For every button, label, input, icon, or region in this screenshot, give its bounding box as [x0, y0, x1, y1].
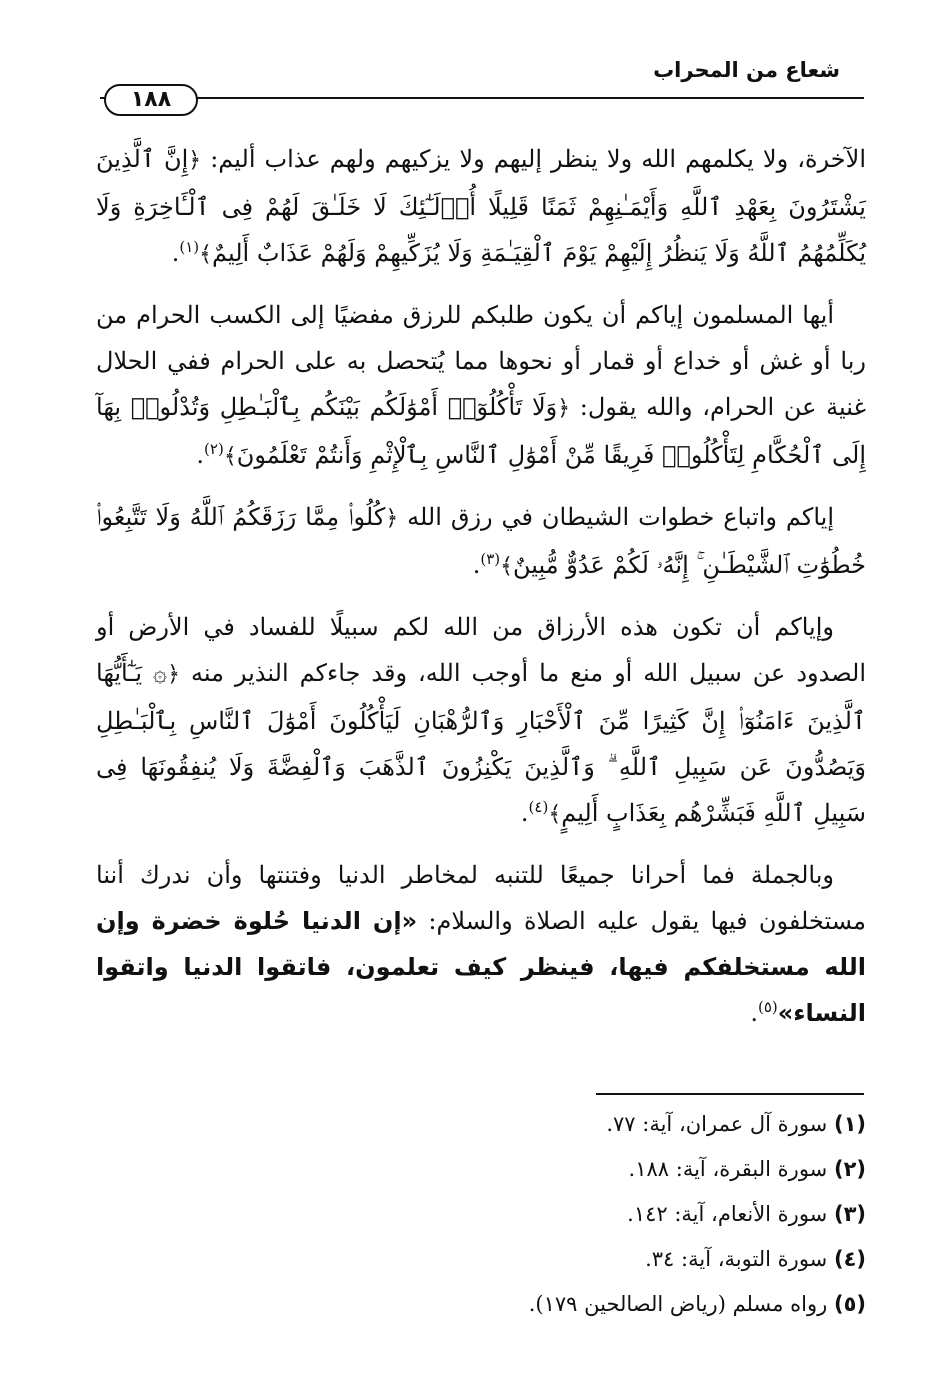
- quran-verse: وَلَا تَأْكُلُوٓا۟ أَمْوَٰلَكُم بَيْنَكُم بِٱلْبَـٰطِلِ وَتُدْلُوا۟ بِهَآ إِلَى ٱلْحُكَّامِ لِتَأْكُلُوا۟ فَرِيقًا مِّنْ أَمْوَٰلِ ٱلنَّاسِ بِٱلْإِثْمِ وَأَنتُمْ تَعْلَمُونَ: [96, 393, 866, 469]
- ornate-bracket-close: ﴾: [548, 802, 562, 827]
- sentence-end: .: [472, 551, 481, 579]
- page-number: ١٨٨: [104, 84, 198, 116]
- footnote-text: سورة التوبة، آية: ٣٤.: [645, 1247, 834, 1271]
- quran-verse: كُلُوا۟ مِمَّا رَزَقَكُمُ ٱللَّهُ وَلَا تَتَّبِعُوا۟ خُطُوَٰتِ ٱلشَّيْطَـٰنِ ۚ إِنَّهُۥ لَكُمْ عَدُوٌّ مُّبِينٌ: [96, 503, 866, 579]
- footnote-number: (٥): [833, 1292, 866, 1316]
- footnote-item: [166, 1286, 866, 1322]
- footnote-number: (٤): [833, 1247, 866, 1271]
- footnote-item: [166, 1106, 866, 1142]
- footnote-ref: (٢): [204, 440, 224, 458]
- ornate-bracket-close: ﴾: [199, 242, 213, 267]
- ornate-bracket-close: ﴾: [223, 444, 237, 469]
- ornate-bracket-close: ﴾: [500, 554, 514, 579]
- footnote-ref: (١): [179, 238, 200, 256]
- paragraph-text: وإياكم أن تكون هذه الأرزاق من الله لكم سبيلًا للفساد في الأرض أو الصدود عن سبيل الله أو منع ما أوجب الله، وقد جاءكم النذير منه: [96, 613, 866, 687]
- ornate-bracket-open: ﴿: [188, 148, 202, 173]
- paragraph-text: الآخرة، ولا يكلمهم الله ولا ينظر إليهم ولا يزكيهم ولهم عذاب أليم:: [201, 145, 866, 173]
- footnote-item: [166, 1196, 866, 1232]
- paragraph-2: [96, 292, 866, 480]
- footnotes: [166, 1106, 866, 1331]
- footnote-number: (٣): [833, 1202, 866, 1226]
- paragraph-3: [96, 494, 866, 590]
- paragraph-text: إياكم واتباع خطوات الشيطان في رزق الله: [398, 503, 834, 531]
- sentence-end: .: [171, 239, 180, 267]
- footnote-ref: (٣): [480, 550, 501, 568]
- paragraph-text: أيها المسلمون إياكم أن يكون طلبكم للرزق مفضيًا إلى الكسب الحرام من ربا أو غش أو خداع أو قمار أو نحوها مما يُتحصل به على الحرام ففي الحلال غنية عن الحرام، والله يقول:: [96, 301, 866, 421]
- footnote-text: سورة البقرة، آية: ١٨٨.: [628, 1157, 834, 1181]
- hadith-quote: «إن الدنيا حُلوة خضرة وإن الله مستخلفكم فيها، فينظر كيف تعلمون، فاتقوا الدنيا واتقوا النساء»: [96, 907, 866, 1027]
- footnote-item: [166, 1151, 866, 1187]
- main-text: [96, 136, 866, 1050]
- footnote-rule: [596, 1093, 864, 1095]
- header-rule: [100, 97, 864, 99]
- paragraph-1: [96, 136, 866, 278]
- quran-verse: إِنَّ ٱلَّذِينَ يَشْتَرُونَ بِعَهْدِ ٱللَّهِ وَأَيْمَـٰنِهِمْ ثَمَنًا قَلِيلًا أُو۟لَـٰٓئِكَ لَا خَلَـٰقَ لَهُمْ فِى ٱلْـَٔاخِرَةِ وَلَا يُكَلِّمُهُمُ ٱللَّهُ وَلَا يَنظُرُ إِلَيْهِمْ يَوْمَ ٱلْقِيَـٰمَةِ وَلَا يُزَكِّيهِمْ وَلَهُمْ عَذَابٌ أَلِيمٌ: [96, 145, 866, 267]
- footnote-item: [166, 1241, 866, 1277]
- running-title: شعاع من المحراب: [653, 58, 840, 82]
- footnote-text: رواه مسلم (رياض الصالحين ١٧٩).: [528, 1292, 834, 1316]
- footnote-text: سورة الأنعام، آية: ١٤٢.: [627, 1202, 834, 1226]
- footnote-ref: (٤): [528, 798, 549, 816]
- paragraph-5: [96, 852, 866, 1036]
- paragraph-text: وبالجملة فما أحرانا جميعًا للتنبه لمخاطر الدنيا وفتنتها وأن ندرك أننا مستخلفون فيها يقول عليه الصلاة والسلام:: [96, 861, 867, 935]
- sentence-end: .: [520, 799, 529, 827]
- sentence-end: .: [750, 999, 758, 1027]
- quran-verse: ۞ يَـٰٓأَيُّهَا ٱلَّذِينَ ءَامَنُوٓا۟ إِنَّ كَثِيرًا مِّنَ ٱلْأَحْبَارِ وَٱلرُّهْبَانِ لَيَأْكُلُونَ أَمْوَٰلَ ٱلنَّاسِ بِٱلْبَـٰطِلِ وَيَصُدُّونَ عَن سَبِيلِ ٱللَّهِ ۗ وَٱلَّذِينَ يَكْنِزُونَ ٱلذَّهَبَ وَٱلْفِضَّةَ وَلَا يُنفِقُونَهَا فِى سَبِيلِ ٱللَّهِ فَبَشِّرْهُم بِعَذَابٍ أَلِيمٍ: [96, 659, 866, 827]
- footnote-text: سورة آل عمران، آية: ٧٧.: [606, 1112, 834, 1136]
- ornate-bracket-open: ﴿: [557, 396, 571, 421]
- ornate-bracket-open: ﴿: [385, 506, 399, 531]
- ornate-bracket-open: ﴿: [167, 662, 180, 687]
- sentence-end: .: [196, 441, 205, 469]
- footnote-number: (٢): [833, 1157, 866, 1181]
- paragraph-4: [96, 604, 866, 838]
- footnote-ref: (٥): [757, 998, 778, 1016]
- footnote-number: (١): [833, 1112, 866, 1136]
